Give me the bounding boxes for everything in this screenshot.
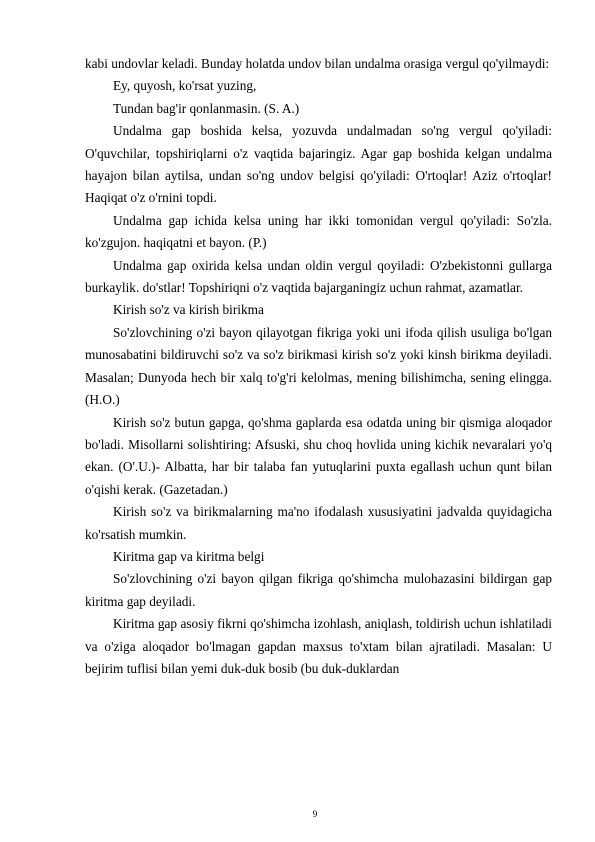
- paragraph-kirish-table: Kirish so'z va birikmalarning ma'no ifodalash xususiyatini jadvalda quyidagicha ko'rsatish mumkin.: [85, 504, 552, 542]
- section-heading-kirish: Kirish so'z va kirish birikma: [113, 302, 264, 318]
- paragraph-undalma-start: Undalma gap boshida kelsa, yozuvda undalmadan so'ng vergul qo'yiladi: O'quvchilar, topshiriqlarni o'z vaqtida bajaringiz. Agar gap boshida kelgan undalma hayajon bilan aytilsa, undan so'ng undov belgisi qo'yiladi: O'rtoqlar! Aziz o'rtoqlar! Haqiqat o'z o'rnini topdi.: [85, 123, 552, 206]
- paragraph-kirish-definition: So'zlovchining o'zi bayon qilayotgan fikriga yoki uni ifoda qilish usuliga bo'lgan munosabatini bildiruvchi so'z va so'z birikmasi kirish so'z yoki kinsh birikma deyiladi. Masalan; Dunyoda hech bir xalq to'g'ri kelolmas, mening bilishimcha, sening elingga. (H.O.): [85, 324, 552, 408]
- section-heading-kiritma: Kiritma gap va kiritma belgi: [113, 548, 265, 564]
- page-content: [85, 53, 552, 680]
- poem-line-2: Tundan bag'ir qonlanmasin. (S. A.): [113, 100, 300, 116]
- poem-line-1: Ey, quyosh, ko'rsat yuzing,: [113, 78, 257, 94]
- paragraph-undalma-end: Undalma gap oxirida kelsa undan oldin vergul qoyiladi: O'zbekistonni gullarga burkaylik. do'stlar! Topshiriqni o'z vaqtida bajarganingiz uchun rahmat, azamatlar.: [85, 257, 552, 296]
- paragraph-kirish-scope: Kirish so'z butun gapga, qo'shma gaplarda esa odatda uning bir qismiga aloqador bo'ladi. Misollarni solishtiring: Afsuski, shu choq hovlida uning kichik nevaralari yo'q ekan. (O'.U.)- Albatta, har bir talaba fan yutuqlarini puxta egallash uchun qunt bilan o'qishi kerak. (Gazetadan.): [85, 414, 552, 497]
- page-number: 9: [312, 809, 318, 819]
- paragraph-kiritma-definition: So'zlovchining o'zi bayon qilgan fikriga qo'shimcha mulohazasini bildirgan gap kiritma gap deyiladi.: [85, 571, 552, 609]
- paragraph-undalma-middle: Undalma gap ichida kelsa uning har ikki tomonidan vergul qo'yiladi: So'zla. ko'zgujon. haqiqatni et bayon. (P.): [85, 212, 552, 251]
- paragraph-kiritma-usage: Kiritma gap asosiy fikrni qo'shimcha izohlash, aniqlash, toldirish uchun ishlatiladi va o'ziga aloqador bo'lmagan gapdan maxsus to'xtam bilan ajratiladi. Masalan: U bejirim tuflisi bilan yemi duk-duk bosib (bu duk-duklardan: [85, 616, 552, 676]
- paragraph-continuation: kabi undovlar keladi. Bunday holatda undov bilan undalma orasiga vergul qo'yilmaydi:: [85, 56, 550, 71]
